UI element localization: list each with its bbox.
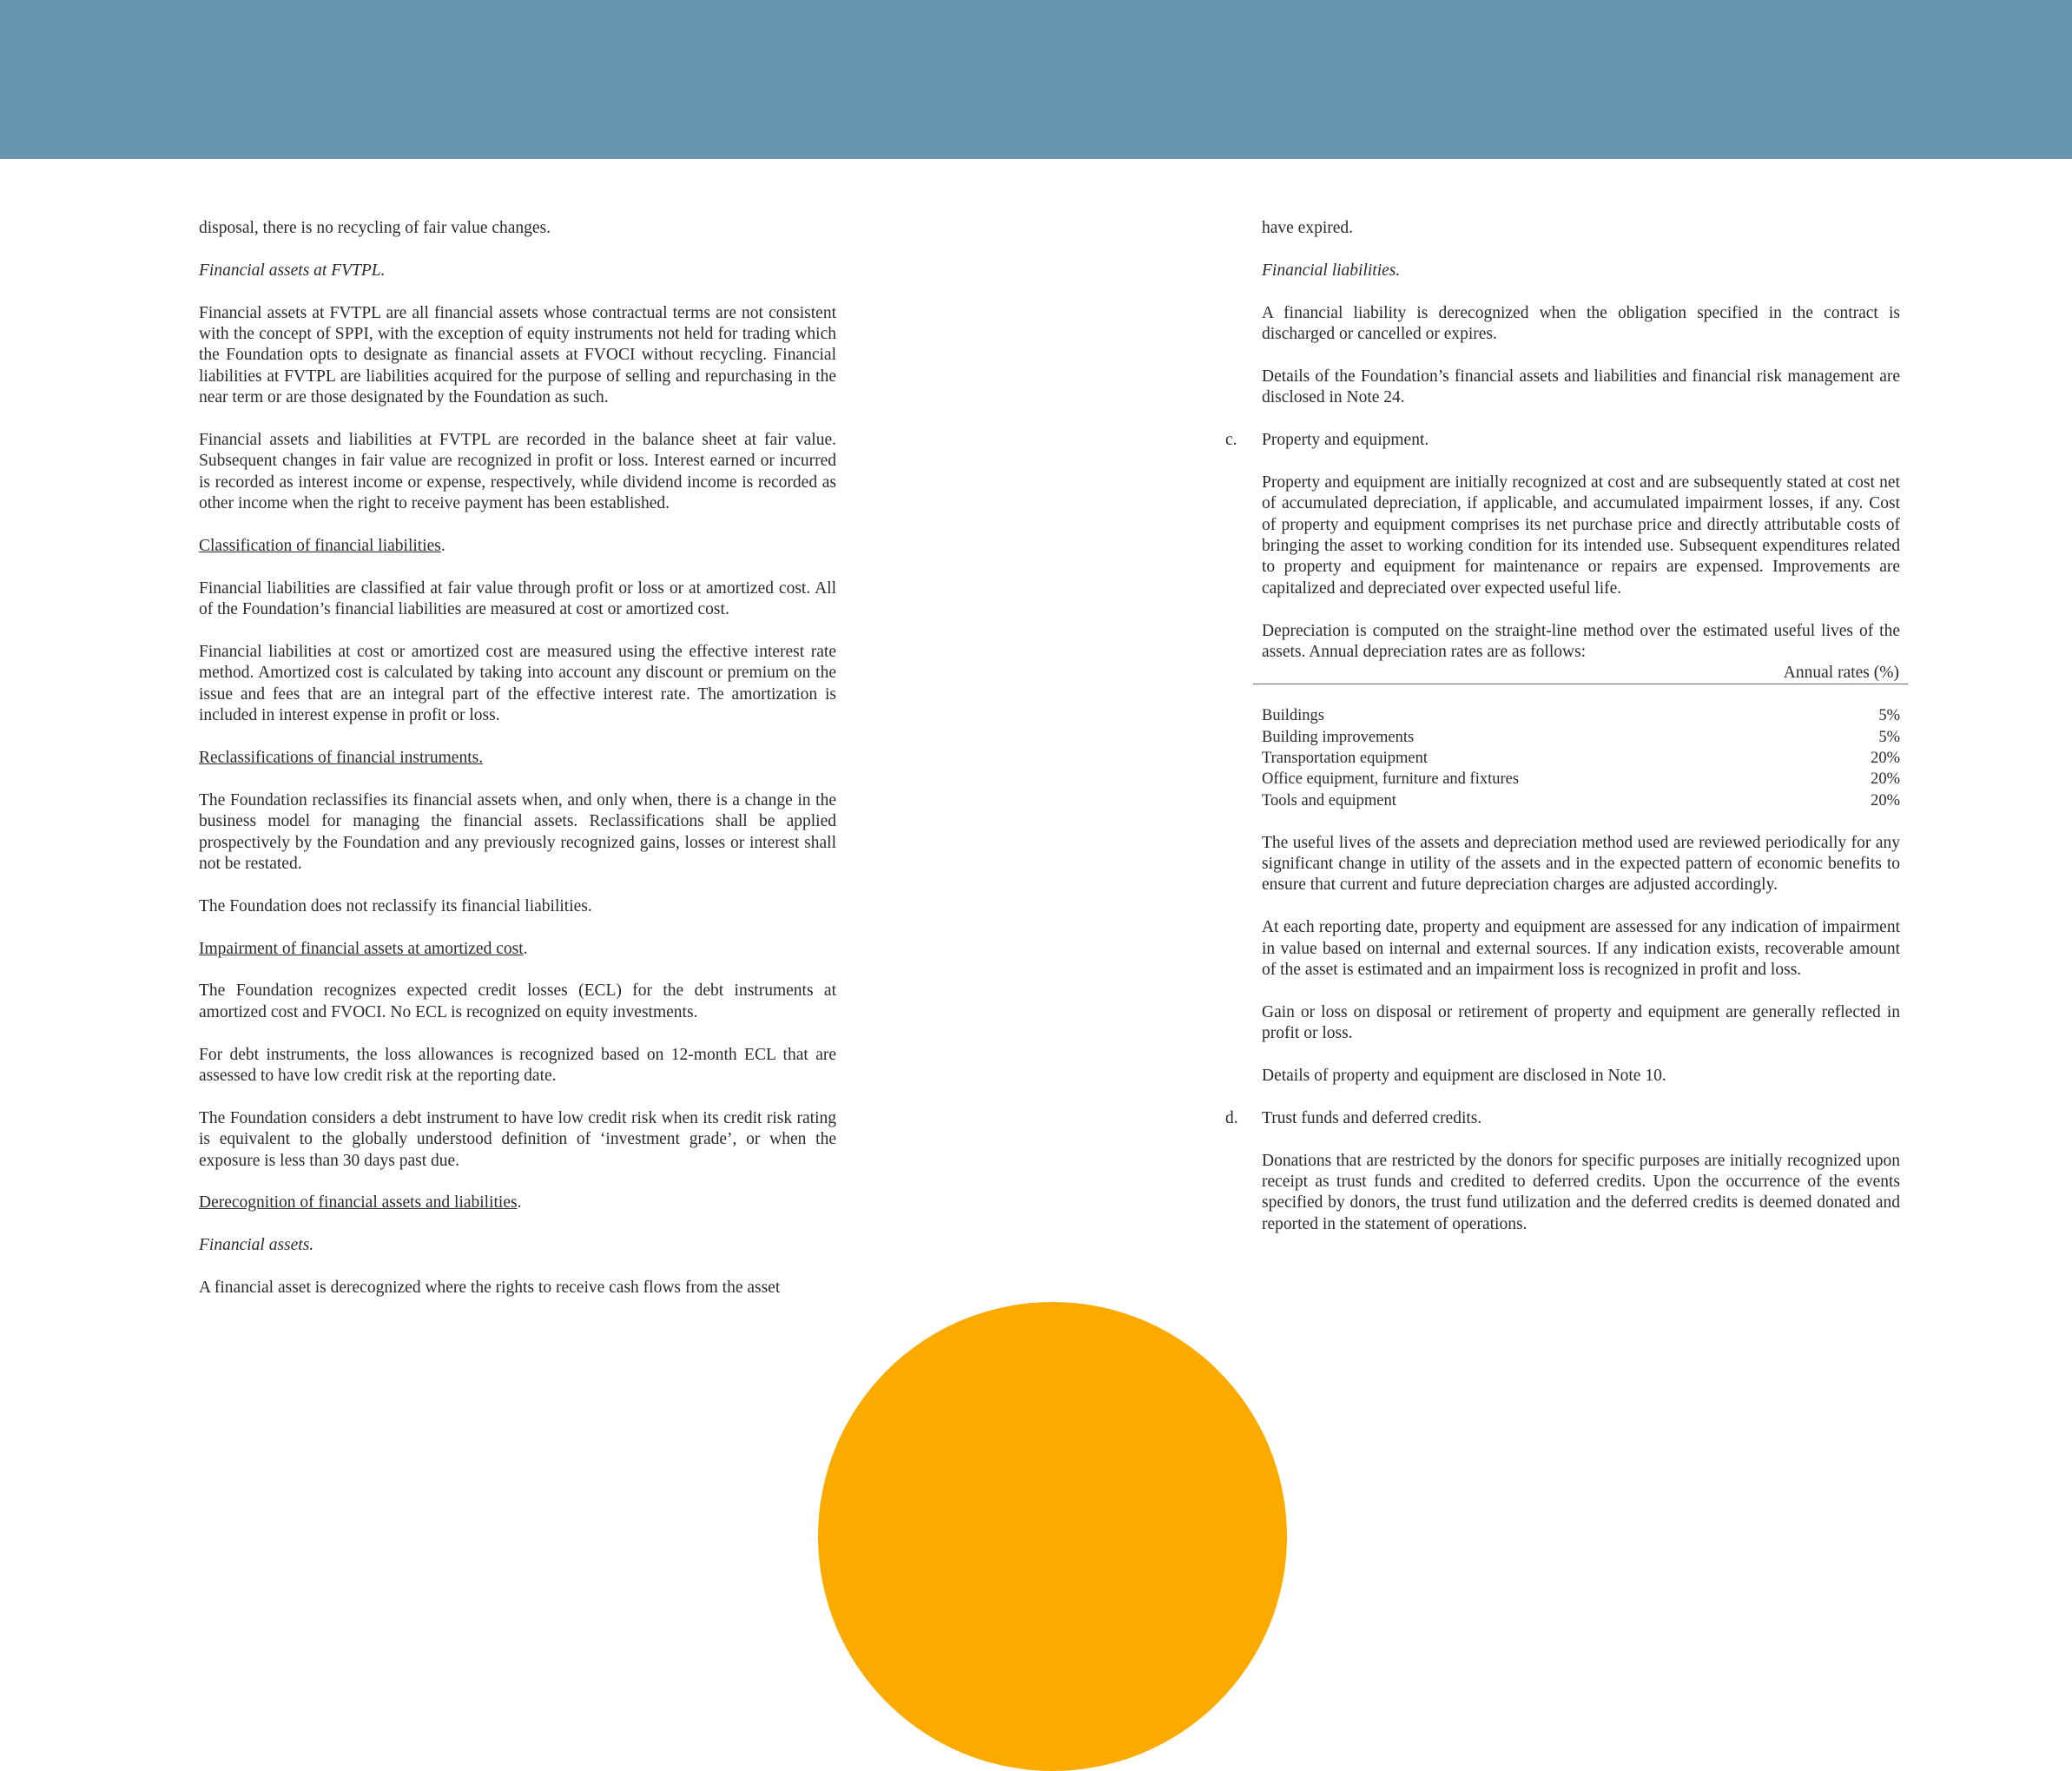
table-row <box>1262 790 1900 811</box>
left-column <box>199 218 836 1299</box>
section-c <box>1225 430 1900 451</box>
decorative-sun-circle <box>818 1302 1287 1771</box>
heading-impairment-text: Impairment of financial assets at amortized cost <box>199 939 524 958</box>
table-row <box>1262 727 1900 748</box>
section-c-title: Property and equipment. <box>1262 431 1429 449</box>
rates-table <box>1262 705 1900 811</box>
asset-rate: 20% <box>1871 750 1900 768</box>
rates-column-header: Annual rates (%) <box>1783 664 1899 683</box>
subheading-financial-assets: Financial assets. <box>199 1236 314 1255</box>
subheading-fvtpl: Financial assets at FVTPL. <box>199 261 386 280</box>
paragraph: A financial liability is derecognized when the obligation specified in the contract is discharged or cancelled or expires. <box>1262 303 1900 343</box>
paragraph: For debt instruments, the loss allowances is recognized based on 12-month ECL that are assessed to have low credit risk at the reporting date. <box>199 1045 836 1086</box>
paragraph: Details of property and equipment are disclosed in Note 10. <box>1262 1067 1666 1086</box>
asset-name: Office equipment, furniture and fixtures <box>1262 770 1520 789</box>
paragraph: Donations that are restricted by the donors for specific purposes are initially recognized upon receipt as trust funds and credited to deferred credits. Upon the occurrence of the events specified by donors, the trust fund utilization and the deferred credits is deemed donated and reported in the statement of operations. <box>1262 1151 1900 1233</box>
paragraph: Details of the Foundation’s financial assets and liabilities and financial risk management are disclosed in Note 24. <box>1262 367 1900 407</box>
paragraph: Financial liabilities at cost or amortized cost are measured using the effective interest rate method. Amortized cost is calculated by taking into account any discount or premium on the issue and fees that are an integral part of the effective interest rate. The amortization is included in interest expense in profit or loss. <box>199 643 836 725</box>
paragraph: The Foundation reclassifies its financial assets when, and only when, there is a change in the business model for managing the financial assets. Reclassifications shall be applied prospectively by the Foundation and any previously recognized gains, losses or interest shall not be restated. <box>199 790 836 874</box>
paragraph: Financial assets and liabilities at FVTPL are recorded in the balance sheet at fair value. Subsequent changes in fair value are recognized in profit or loss. Interest earned or incurred is recorded as interest income or expense, respectively, while dividend income is recorded as other income when the right to receive payment has been established. <box>199 431 836 513</box>
heading-impairment: Impairment of financial assets at amortized cost. <box>199 939 528 958</box>
header-band <box>0 0 2072 159</box>
asset-rate: 20% <box>1871 791 1900 810</box>
paragraph: The Foundation does not reclassify its financial liabilities. <box>199 896 592 915</box>
paragraph: Property and equipment are initially recognized at cost and are subsequently stated at cost net of accumulated depreciation, if applicable, and accumulated impairment losses, if any. Cost of property and equipment comprises its net purchase price and directly attributable costs of bringing the asset to working condition for its intended use. Subsequent expenditures related to property and equipment for maintenance or repairs are expensed. Improvements are capitalized and depreciated over expected useful life. <box>1262 472 1900 598</box>
paragraph: The Foundation considers a debt instrument to have low credit risk when its credit risk rating is equivalent to the globally understood definition of ‘investment grade’, or when the exposure is less than 30 days past due. <box>199 1108 836 1170</box>
heading-classification: Classification of financial liabilities. <box>199 537 445 556</box>
asset-rate: 5% <box>1878 707 1900 725</box>
paragraph: have expired. <box>1262 219 1354 237</box>
asset-rate: 20% <box>1871 770 1900 789</box>
section-d-title: Trust funds and deferred credits. <box>1262 1108 1482 1127</box>
paragraph: Financial liabilities are classified at fair value through profit or loss or at amortized cost. All of the Foundation’s financial liabilities are measured at cost or amortized cost. <box>199 578 836 619</box>
rates-table-header <box>1253 663 1908 684</box>
table-row <box>1262 748 1900 769</box>
paragraph: The Foundation recognizes expected credit losses (ECL) for the debt instruments at amortized cost and FVOCI. No ECL is recognized on equity investments. <box>199 981 836 1021</box>
asset-name: Transportation equipment <box>1262 750 1428 768</box>
section-d-marker: d. <box>1225 1108 1238 1127</box>
heading-reclassifications: Reclassifications of financial instruments. <box>199 749 484 768</box>
asset-rate: 5% <box>1878 728 1900 746</box>
paragraph: The useful lives of the assets and depreciation method used are reviewed periodically for any significant change in utility of the assets and in the expected pattern of economic benefits to ensure that current and future depreciation charges are adjusted accordingly. <box>1262 833 1900 895</box>
paragraph: At each reporting date, property and equipment are assessed for any indication of impairment in value based on internal and external sources. If any indication exists, recoverable amount of the asset is estimated and an impairment loss is recognized in profit and loss. <box>1262 918 1900 980</box>
asset-name: Tools and equipment <box>1262 791 1396 810</box>
heading-derecognition: Derecognition of financial assets and liabilities. <box>199 1193 522 1213</box>
table-row <box>1262 705 1900 726</box>
paragraph: A financial asset is derecognized where the rights to receive cash flows from the asset <box>199 1279 781 1298</box>
subheading-financial-liabilities: Financial liabilities. <box>1262 261 1401 280</box>
right-column <box>1225 218 1900 1235</box>
heading-classification-text: Classification of financial liabilities <box>199 537 441 556</box>
heading-derecognition-text: Derecognition of financial assets and liabilities <box>199 1193 518 1213</box>
asset-name: Buildings <box>1262 707 1324 725</box>
paragraph: Depreciation is computed on the straight-line method over the estimated useful lives of the assets. Annual depreciation rates are as follows: <box>1262 621 1900 662</box>
section-d <box>1225 1108 1900 1129</box>
paragraph: Financial assets at FVTPL are all financial assets whose contractual terms are not consistent with the concept of SPPI, with the exception of equity instruments not held for trading which the Foundation opts to designate as financial assets at FVOCI without recycling. Financial liabilities at FVTPL are liabilities acquired for the purpose of selling and repurchasing in the near term or are those designated by the Foundation as such. <box>199 303 836 407</box>
section-c-marker: c. <box>1225 431 1237 449</box>
paragraph: disposal, there is no recycling of fair value changes. <box>199 219 551 237</box>
asset-name: Building improvements <box>1262 728 1415 746</box>
paragraph: Gain or loss on disposal or retirement of property and equipment are generally reflected in profit or loss. <box>1262 1002 1900 1043</box>
table-row <box>1262 769 1900 790</box>
